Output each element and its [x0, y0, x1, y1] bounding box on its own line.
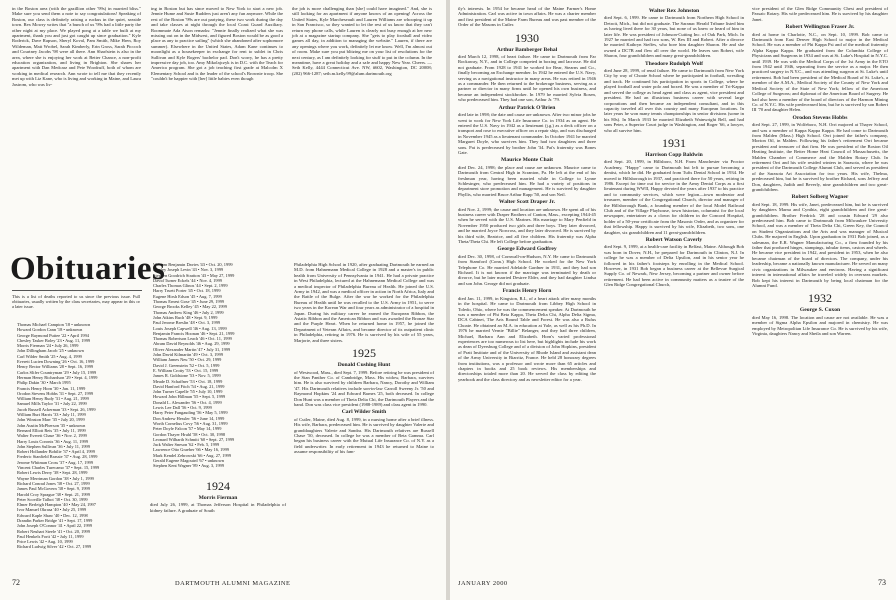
obit-name-wagner: Robert Solberg Wagner — [791, 194, 849, 201]
death-list-item: Howard Gordon Cann '18 • unknown — [17, 327, 83, 333]
obits-col2-right — [604, 6, 744, 289]
death-list-item: Peter Doyle Falcon '57 • May 14, 1999 — [153, 426, 222, 432]
death-list-item: John Winston Marr '35 • July 20, 1999 — [17, 417, 85, 423]
death-list-item: Thomas Andrew King '46 • July 2, 1999 — [153, 309, 224, 315]
death-list-item: Harry Peter Fangauding '56 • May 5, 1999 — [153, 410, 228, 416]
death-list-item: David Hanford Fitch '54 • Aug. 21, 1999 — [153, 383, 225, 389]
death-list-item: Richard Conrad Jones '38 • Oct. 27, 1999 — [17, 480, 90, 486]
obit-body-fierman: died July 26, 1999, at Thomas Jefferson Hospital in Philadelphia of kidney failure. A graduate of South — [150, 502, 286, 513]
death-list-item: Stanley Joseph Levin '43 • Nov. 3, 1999 — [153, 267, 224, 273]
class-notes-col1: in the Boston area (with the gazillion other '99s) in married bliss." Make sure you send them a note to say congratulations! Speaking of Boston, our class is definitely raising a ruckus in the quiet, seaside town. Rex Mowry writes that "a bunch of us '99s had a little party the other night at my place. We played pong at a table we built at my apartment, thank you and just got caught up since graduation." Kyle Roderick, Dave Rapson, Sheryl Koval, Pam Smith, Mike Hren, Roy Wildeman, Matt Wrobel, Sarah Kimberly, Erin Gross, Sarah Piccoch and Courtney Jacobs '98 were all there. Ann Sharfstein is also in the area, where she is enjoying her work at Better Chance, a non-profit education organization, and living in Brighton. She shares her apartment with Dan Medcarz and Pete Woodruff, both of whom are working in medical research. Ann wrote to tell me that they recently met up with Liz Kane, who is living and working in Maine, and Laura Jastrom, who was liv- — [12, 6, 141, 87]
obit-body-horn: died Jan. 11, 1999, in Kingston, R.I., of a heart attack after many months in the hospital. He came to Dartmouth from Libbey High School in Toledo, Ohio, where he was the commencement speaker. At Dartmouth he was a member of Phi Beta Kappa, Theta Delta Chi, Alpha Delta Sigma, DCA Cabinet, The Arts Round Table and Forest. He was also a Rufus Choate. He obtained an M.A. in education at Yale, as well as his Ph.D. In 1976 he married Vernie "Billie" Belanger, and they had three children, Michael, Barbara Ann and Elizabeth. Horn's varied professional experiences are too numerous to list here, but highlights include his work as dean of Dyersburg College and of a division of John Hopkins, president of Pratt Institute and of the University of Rhode Island and assistant dean of the Army University in Biarritz, France. He held 28 honorary degrees from institutions, was a professor and wrote more than 65 articles and chapters in books and 25 book reviews. His memberships and directorships totaled more than 20. He served the class by editing the yearbook and the class directory and as newsletter editor for a year. — [458, 295, 596, 382]
death-list-item: Vincent Charles Turecamo '37 • Sept. 15, 1999 — [17, 465, 100, 471]
death-list-item: John Joseph O'Connor '41 • April 22, 1999 — [17, 523, 93, 529]
obit-body-smith: of Cutler, Maine, died Aug. 8, 1999, in a nursing home after a brief illness. His wife, Barbara, predeceased him. He is survived by daughter Valerie and granddaughters Valerie and Sandra. His Dartmouth relatives are Russell Chase '50, deceased. In college he was a member of Beta Gamma. Carl began his business career with the Mutual Life Insurance Co. of N.Y. as a field underwriter. In early retirement in 1943 he returned to Maine to assume responsibility of his fam- — [294, 416, 434, 455]
year-heading-1930: 1930 — [515, 30, 539, 45]
death-list-item: Carl Wilder Smith '25 • Aug. 4, 1999 — [17, 353, 82, 359]
obit-body-coxon: died May 16, 1998. The location and cause are not available. He was a member of Sigma Alpha Epsilon and majored in chemistry. He was employed by Metropolitan Life Insurance Co. He is survived by his wife, Virginia, daughters Nancy and Sheila and son Warren. — [752, 314, 888, 336]
obit-body-caverly: died Sept. 9, 1999, at a health-care facility in Belfast, Maine. Although Bob was born in Dover, N.H., he prepared for Dartmouth in Clinton, N.J. In college he was a member of Delta Upsilon, and in his senior year he followed in his father's footsteps by enrolling in the Medical School. However, in 1931 Bob began a business career at the Bellevue Surgical Supply Co. of Newark, New Jersey, becoming a partner and owner before retirement. He had been active in community matters as a trustee of the Glen Ridge Congregational Church, — [604, 244, 744, 288]
death-list-item: John Turner Capelle '55 • July 10, 1999 — [153, 389, 223, 395]
obit-body-hobbs: died Sept. 27, 1999, in Wolfeboro, N.H. Orri majored at Thayer School, and was a member of Kappa Kappa Kappa. He had come to Dartmouth from Malden (Mass.) High School. Orri joined the father's company, Morton Oil, in Malden. Following his father's retirement Orri became president and treasurer of that firm. He was president of the Boston Oil Heating Institute, the Better Home Heat Council of Massachusetts, the Malden Chamber of Commerce and the Malden Rotary Club. In retirement Orri and his wife resided winters in Sarasota, where he was president of the Dartmouth College Alumni Club, and served as president of the Sarasota Art Association for two years. His wife, Thelma, predeceased him, but he is survived by brother Richard, sons Jeffrey and Don, daughters, Judith and Beverly, nine grandchildren and two great-grandchildren. — [752, 122, 888, 192]
death-list-item: Philip Dakin '30 • March 1995 — [17, 380, 71, 386]
obit-name-hobbs: Orodon Stevens Hobbs — [792, 114, 848, 121]
death-list-item: Donald L. Alexander '56 • Oct. 4, 1999 — [153, 399, 222, 405]
death-list-item: Louis Joseph Capwell '46 • Aug. 13, 1999 — [153, 325, 227, 331]
death-list-item: Harry Louis Coronis '36 • Aug. 11, 1999 — [17, 438, 89, 444]
death-list-item: Lawrence Otto Graeber '66 • May 16, 1999 — [153, 447, 229, 453]
year-heading-1932: 1932 — [808, 291, 832, 306]
obits-col3-right — [752, 6, 888, 337]
obits-col1-right — [458, 6, 596, 383]
obit-body-caverly-cont: vice president of the Glen Ridge Community Chest and president of Passaic Rotary. His wife predeceased him. He is survived by his daughter Janet. — [752, 6, 888, 22]
deaths-list-col1 — [12, 322, 146, 550]
death-list-item: Elmer Berleigh Hampton '40 • May 24, 1997 — [17, 502, 96, 508]
obit-name-wolf: Theodore Rudolph Wolf — [645, 60, 703, 67]
page-number-right: 73 — [878, 578, 886, 587]
death-list-item: Jack Walter Sneson '62 • Feb. 5, 1999 — [153, 442, 220, 448]
obit-name-coxon: George S. Coxon — [799, 307, 841, 314]
death-list-item: Worth Cornelius Covy '56 • Aug. 31, 1999 — [153, 420, 228, 426]
obit-name-hunt: Donald Cushing Hunt — [337, 362, 391, 369]
death-list-item: Francis Henry Horn '30 • Jan. 11, 1999 — [17, 385, 86, 391]
death-list-item: Howard John Hillman '55 • Sept. 5, 1999 — [153, 394, 226, 400]
death-list-item: Henry Rector Williams '28 • Sept. 16, 1999 — [17, 364, 94, 370]
class-notes-col2: ing in Boston but has since moved to New York to start a new job. Jennie Hume and Susie Rudders just aren't any fun anymore. While the rest of the Boston '99s are out partying, these two work during the day and take classes at night through the local Coast Guard Auxiliary. Roommate Ada Atson remarks: "Jennie finally realized what she was missing out on in the Midwest, and figured Boston would be as good a place as any to practice sailing" (which she abandoned after sophomore summer). Elsewhere in the United States, Adam Kane continues to moonlight as a housekeeper in exchange for rent to sublet in Chris Sullivan and Kyle Rogers' bachelor pad. Don't worry, he has a pretty impressive day job, too. Amy Mikolajczyk is in D.C. with the Teach for America program. She got a job teaching first grade at Malcolm X Elementary School and is the leader of the school's Brownie troop. She "couldn't be happier with [her] little babies even though — [151, 6, 283, 82]
death-list-item: Wayne Merriman Gordon '38 • July 1, 1999 — [17, 475, 94, 481]
death-list-item: John David Kilmartin '49 • Oct. 3, 1999 — [153, 352, 224, 358]
death-list-item: Paul Jerome Breslin '48 • Oct. 3, 1999 — [153, 320, 221, 326]
death-list-item: Samuel Mills Taylor '31 • July 22, 1999 — [17, 401, 87, 407]
death-list-item: Carlos Slifer Countryman '29 • July 15, 1999 — [17, 369, 97, 375]
death-list-item: Frederic Stanfield Brassie '37 • Aug. 28, 1999 — [17, 454, 98, 460]
death-list-item: John Dillingham Jacob '25 • unknown — [17, 348, 84, 354]
obit-name-draper: Walter Scott Draper Jr. — [498, 199, 556, 206]
death-list-item: Harry Truett Porter '45 • Oct. 18, 1999 — [153, 288, 221, 294]
obit-body-chait: died Dec. 24, 1998; the place and cause are unknown. Maurice came to Dartmouth from Central High in Scranton, Pa. He left at the end of his freshman year, having been married while in College to Lynne Schlesinger, who predeceased him. He had a variety of positions in department store promotion and management. He is survived by daughter Phyllis, who married Bruce Arthur Rapp '50, and son Neil. — [458, 164, 596, 197]
death-list-item: David J. Greenstein '52 • Oct. 5, 1999 — [153, 362, 220, 368]
death-list-item: E. William Crotty '53 • Oct. 15, 1999 — [153, 367, 219, 373]
death-list-item: Abram David Reynolds '46 • Aug. 29, 1999 — [153, 341, 230, 347]
deaths-list-col2 — [148, 262, 288, 469]
death-list-item: George Raymond Puttee '22 • April 1994 — [17, 332, 90, 338]
death-list-item: Lewis Lee Dall '56 • Oct. 9, 1999 — [153, 405, 212, 411]
death-list-item: Gordon Thayer Hruhl '58 • Oct. 30, 1998 — [153, 431, 226, 437]
page-number-left: 72 — [12, 578, 20, 587]
death-list-item: Don Andrew Hessler '56 • June 14, 1999 — [153, 415, 225, 421]
death-list-item: Orodon Stevens Hobbs '31 • Sept. 27, 1999 — [17, 390, 94, 396]
death-list-item: Charles Thomas Glinos '44 • Sept. 2, 1999 — [153, 283, 228, 289]
obit-name-baldwin: Harrison Copp Baldwin — [645, 151, 703, 158]
year-heading-1925: 1925 — [352, 346, 376, 361]
death-list-item: Walter Everett Chase '36 • Nov. 2, 1999 — [17, 433, 87, 439]
death-list-item: John Austin McPherson '35 • unknown — [17, 422, 86, 428]
death-list-item: Meade D. Schaffner '53 • Oct. 18, 1999 — [153, 378, 223, 384]
obituaries-intro: This is a list of deaths reported to us since the previous issue. Full obituaries, usually written by the class secretaries, may appear in this or a later issue. — [12, 294, 140, 310]
death-list-item: William Burt Harris '33 • July 11, 1999 — [17, 412, 86, 418]
obit-name-caverly: Robert Watson Caverly — [645, 237, 703, 244]
obit-name-johnston: Walter Rex Johnston — [648, 8, 700, 14]
death-list-item: John Stephen Sullivan '36 • July 11, 1999 — [17, 443, 90, 449]
death-list-item: Stephen Kent Wagner '89 • Aug. 3, 1999 — [153, 463, 225, 469]
obit-1924-section — [150, 476, 286, 514]
obit-body-behal: died March 12, 1998, of heart failure. He came to Dartmouth from Far Rockaway, N.Y., and in College competed in boxing and lacrosse. He did not graduate. From 1928 to 1941 he worked for Bear, Stearns and Co., finally becoming an Exchange member. In 1942 he entered the U.S. Navy, serving as a navigational instructor in many areas. He was retired in 1946 as a commander. He then returned to the brokerage business, serving as a partner or director in many firms until he opened his own business, and became an independent stockbroker. In 1979 he married Sylvia Rosen, who predeceased him. They had one son, Arthur Jr. '79. — [458, 54, 596, 103]
death-list-item: Chesley Tasker Boley '23 • Aug. 11, 1999 — [17, 337, 91, 343]
death-list-item: James Paul McGovern '38 • Sept. 9, 1999 — [17, 486, 90, 492]
year-heading-1931: 1931 — [662, 135, 686, 150]
death-list-item: Harold Croy Sprague '38 • Sept. 21, 1999 — [17, 491, 90, 497]
death-list-item: Robert Lewis Derry '38 • Sept. 28, 1999 — [17, 470, 88, 476]
death-list-item: William Benjamin Davies '43 • Oct. 20, 1999 — [153, 262, 233, 267]
death-list-item: William James Neu '50 • Oct. 29, 1999 — [153, 357, 222, 363]
death-list-item: Thomas Robertson Leach '46 • Oct. 11, 1999 — [153, 336, 232, 342]
obituaries-heading: Obituaries — [10, 251, 166, 287]
death-list-item: Bernard Elliott Reis '35 • July 11, 1999 — [17, 427, 86, 433]
death-list-item: Drandin Parker Bridge '41 • Sept. 17, 1999 — [17, 517, 93, 523]
obit-name-behal: Arthur Bamberger Behal — [496, 46, 558, 53]
death-list-item: Paul Henkels Fortt '42 • July 11, 1999 — [17, 533, 84, 539]
obit-body-fraser: died at home in Charlotte, N.C., on Sept. 10, 1999. Bob came to Dartmouth from East Denver High School to major in the Medical School. He was a member of Phi Kappa Psi and of the medical fraternity Alpha Kappa Kappa. He graduated from the Columbia College of Physicians and Surgeons in 1934 and was at St. Luke's Hospital in N.Y.C. until 1939. He was with the Medical Corps of the 1st Army in the ETO from 1942 until 1946, separating from the service as a major. He then practiced surgery in N.Y.C., and was attending surgeon at St. Luke's until retirement. Bob had been president of the Medical Board of St. Luke's, a member of the A.M.A., Medical Society of the County of New York and Medical Society of the State of New York; fellow of the American College of Surgeons; and diplomat of the American Board of Surgery. He had also been a member of the board of directors of the Harmon Mining Co. of N.Y.C. His wife predeceased him, but he is survived by son Robert III '70 and daughter Helen. — [752, 31, 888, 113]
death-list-item: Richard Ludwig Silver '42 • Oct. 27, 1999 — [17, 544, 92, 550]
death-list-item: Oliver Alexander Martin '47 • July 31, 1999 — [153, 346, 231, 352]
death-list-item: Gerald Eugene Magouird '67 • unknown — [153, 457, 224, 463]
obit-body-fierman-cont: Philadelphia High School in 1920, after graduating Dartmouth he earned an M.D. from Hahnemann Medical College in 1928 and a master's in public health from University of Pennsylvania in 1941. He had a private practice in West Philadelphia, lectured at the Hahnemann Medical College and was a medical inspector of Philadelphia Bureau of Health. He joined the U.S. Army in 1942, and was a medical officer in action in North Africa, Italy and the Battle of the Bulge. After the war he worked for the Philadelphia Bureau of Health until he was recalled to the U.S. Army in 1951, to serve two years in the Korean War and four years as administrator of a hospital in Japan. During his military career he earned the European Ribbon, the Asiatic Ribbon and the American Ribbon and was awarded the Bronze Star and the Purple Heart. When he returned home in 1957, he joined the Department of Veteran Affairs, and became director of its outpatient clinic in Philadelphia, retiring in 1976. He is survived by his wife of 55 years, Marjorie, and three sisters. — [294, 262, 434, 343]
obit-body-hunt: of Westwood, Mass., died Sept. 7, 1999. Before retiring he was president of the Stan Panther Co. of Cambridge, Mass. His widow, Barbara, survives him. He is also survived by children Barbara, Nancy, Dorothy and William '47. His Dartmouth relatives include son-in-law Carroll Sweeny Jr. '50 and Raymond Hopkins '24 and Edward Barnes '25, both deceased. In college Don Hunt was a member of Theta Delta Chi, the Dartmouth Players and the band. Don was class vice president (1988-1989) and class agent in 1990. — [294, 369, 434, 407]
death-list-item: Robert Hollander Bobilie '37 • April 4, 1999 — [17, 449, 95, 455]
death-list-item: Eugene Hirsh Edson '45 • Aug. 7, 1999 — [153, 293, 222, 299]
obit-body-draper: died Nov. 2, 1999; the cause and location are unknown. He spent all of his business career with Draper Brothers of Canton, Mass., excepting 1944-45 when he served with the U.S. Marines. His marriage to Mary Penfield in November 1950 produced two girls and three boys. They later divorced, and he married Joyce Norcross, and they later divorced. He is survived by his third wife, Beatrice, and all five children. His fraternity was Alpha Theta/Theta Chi. He left College before graduation. — [458, 206, 596, 245]
year-heading-1924: 1924 — [206, 479, 230, 493]
obit-body-godfrey: died Dec. 30, 1998, of Cornwall-on-Hudson, N.Y. He came to Dartmouth from Stamford (Conn.) High School. He worked for the New York Telephone Co. He married Adelaide Gardner in 1931, and they had son Richard. It is not known if the marriage was terminated by death or divorce, but he later married Desiree Elder, and they had daughter Lindsa and son John. George did not graduate. — [458, 253, 596, 286]
obit-name-chait: Maurice Monte Chait — [501, 157, 553, 164]
death-list-item: Price Lewis '42 • Aug. 10, 1999 — [17, 539, 73, 545]
death-list-item: George Brooks Kelley '45 • May 22, 1999 — [153, 304, 227, 310]
obit-body-wolf: died June 28, 1999, of renal failure. He came to Dartmouth from New York City by way of Choate School where he participated in football, wrestling and track. He continued his participation in sports in College, where he played football and water polo and boxed. He was a member of Tri-Kappa and served the college as head agent and class as agent, vice president and president. He had an illustrious business career with several large corporations and then became an independent consultant, and in this capacity traveled all over this country and many European locations. In later years he won many tennis championships in senior divisions (some in his 80s). In March 1933 he married Elizabeth Wainwright Bell, and had sons Peter, a Superior Court judge in Washington, and Roger '66, a lawyer, who all survive him. — [604, 68, 744, 133]
death-list-item: Peter Scoville Talbot '38 • Oct. 30, 1999 — [17, 496, 88, 502]
death-list-item: Thomas Ernest Gose '45 • June 29, 1999 — [153, 299, 225, 305]
obits-col3 — [294, 262, 434, 456]
obit-name-fraser: Robert Wellington Fraser Jr. — [785, 24, 855, 31]
obit-body-johnston: died Sept. 6, 1999. He came to Dartmouth from Northern High School in Detroit, Mich., but did not graduate. The Saranac Herald Tribune listed him as having lived there for 30 years, but none of us knew or heard of him in later life. He was president of Johnson-Cutting Inc. of Oak Park, Mich. In 1927 he married and had two sons, W. Rex III and Robert. After a divorce he married Kathryn Steffes, who bore him daughter Sharon. He and she owned a DC7B and flew all over the world. He leaves son Robert, wife Sharon, four grandchildren and many great-grandchildren. — [604, 15, 744, 59]
death-list-item: Jerome Whitman Cross '37 • Aug. 17, 1999 — [17, 459, 94, 465]
class-notes-col3: the job is more challenging than [she] could have imagined." And, she is still looking for an apartment if anyone knows of an opening! Across the United States, Kyle Marcheseault and Lauren Williams are whooping it up in San Francisco, so they wanted to let the rest of us know that they can't return my phone calls, while Lauren is clearly not busy enough at her new job at a magazine startup company. She "gets to play foosball and video games all day, in addition to managing the website." Lauren, if there are any openings where you work, definitely let me know. Well, I'm almost out of room. Make sure you put blitzing me on your list of resolutions for the next century, as I am definitely looking for stuff to put in the column. In the meantime, have a great holiday and a safe and happy New Year. Cheers. —Seth Kelly, 4444 Connecticut Ave. NW, #602, Washington, DC 20008; (202) 966-1287; seth.m.kelly.99@alum.dartmouth.org — [292, 6, 432, 76]
death-list-item: Ivor Manuel Okrasa '40 • July 25, 1999 — [17, 507, 87, 513]
obit-name-godfrey: George Edward Godfrey — [497, 246, 557, 253]
death-list-item: Everett Lucien Downing '26 • Oct. 16, 1999 — [17, 359, 95, 365]
obit-name-horn: Francis Henry Horn — [502, 288, 552, 295]
death-list-item: Thomas Michael Campion '18 • unknown — [17, 322, 91, 327]
death-list-item: Benjamin Francis Hoonan '46 • Sept. 21, 1999 — [153, 330, 235, 336]
obit-name-smith: Carl Wilder Smith — [341, 409, 387, 416]
right-page — [450, 0, 896, 600]
death-list-item: John Atkins Ruch '48 • Sept. 9, 1999 — [153, 314, 218, 320]
death-list-item: Edward Kaple Shaw '40 • Dec. 12, 1998 — [17, 512, 88, 518]
death-list-item: David Turner Eckels '44 • Nov. 4, 1999 — [153, 277, 222, 283]
death-list-item: Leonard Wilbarth Schmitt '60 • Sept. 27, 1999 — [153, 436, 235, 442]
death-list-item: Stephen Goodrich Stratton '43 • May 27, 1999 — [153, 272, 235, 278]
obit-body-obrien: died late in 1998; the date and cause are unknown. After two minor jobs he went to work for New York Life Insurance Co. in 1934 as an agent. He entered the U.S. Navy in 1942 as a lieutenant (j.g.) as a deck officer on a transport and rose to executive officer on a repair ship, and was discharged in November 1945 as a lieutenant commander. In October 1941 he married Margaret Doyle, who survives him. They had two daughters and three sons. Pat is predeceased by brother John '34. Pat's fraternity was Bones Gate. — [458, 112, 596, 155]
death-list-item: James R. Goldstone '53 • Nov. 5, 1999 — [153, 373, 221, 379]
obit-body-baldwin: died Sept. 20, 1999, in Hillsboro, N.H. From Manchester via Proctor Academy, "Happy" came to Dartmouth but left to pursue becoming a dentist, which he did. He graduated from Tufts Dental School in 1934. He moved to Hillsborough in 1937, and practiced there for 50 years, retiring in 1986. Except for time out for service in the Army Dental Corps as a first lieutenant during WWII, Happy devoted the years after 1937 to his practice and to community services, which were legion—town moderator and treasurer, member of the Congregational Church, director and manager of the Hillsborough Bank, a founding member of the local Model Railroad Club and of the Village Playhouse, town historian, columnist for the local newspaper, entertainer as a clown for children in the Concord Hospital, holder of a 50-year certificate from the Masonic Order, and as organizer for that fellowship. Happy is survived by his wife, Elizabeth, two sons, one daughter, six grandchildren and 11 great-grandchildren. — [604, 159, 744, 235]
death-list-item: Mark Kendel Zebrowski '66 • Aug. 27, 1999 — [153, 452, 232, 458]
death-list-item: William Henry Rudy '31 • Aug. 21, 1999 — [17, 396, 89, 402]
death-list-item: Morris Fierman '24 • July 26, 1999 — [17, 343, 79, 349]
death-list-item: Jacob Russell Ackerman '33 • Sept. 26, 1999 — [17, 406, 96, 412]
heading-rule — [12, 290, 142, 291]
death-list-item: Herman Henry Richardson '29 • Sept. 4, 1999 — [17, 374, 98, 380]
obit-body-smith-cont: ily's interests. In 1954 he became head of the Maine Farmer's Home Administration. Carl was active in town affairs. He was a charter member and first president of the Maine Farm Bureau and was past member of the Order of the Masons in Cutler. — [458, 6, 596, 28]
obit-name-obrien: Arthur Patrick O'Brien — [498, 104, 556, 111]
obit-name-fierman: Morris Fierman — [198, 495, 238, 501]
death-list-item: Robert Neuhart Steele '41 • Oct. 20, 1999 — [17, 528, 90, 534]
obit-body-wagner: died Sept. 18, 1999. His wife, Janet, predeceased him, but he is survived by daughters Marna and Cynthia, eight grandchildren and five great-grandchildren. Brother Fredrick '28 and cousin Edward '29 also predeceased him. Bob came to Dartmouth from Milwaukee University School, and was a member of Theta Delta Chi, Green Key, the Council on Student Organizations and the Arts and was manager of Musical Clubs. He majored in English. Upon graduation in 1931 Bob joined, as a salesman, the E.R. Wagner Manufacturing Co., a firm founded by his father that produced hinges, stampings, tubular items, castors and wheels. He became vice president in 1942, and president in 1953, when he also became chairman of the board of directors. The company, under his leadership, became a nationally known manufacturer. He served on many civic organizations in Milwaukee and environs. Having a significant interest in international affairs he traveled widely in overseas markets. Bob kept his interest in Dartmouth by being local chairman for the Alumni Fund. — [752, 201, 888, 288]
left-page — [0, 0, 446, 600]
footer-magazine: DARTMOUTH ALUMNI MAGAZINE — [175, 580, 291, 587]
footer-date: JANUARY 2000 — [458, 580, 508, 587]
